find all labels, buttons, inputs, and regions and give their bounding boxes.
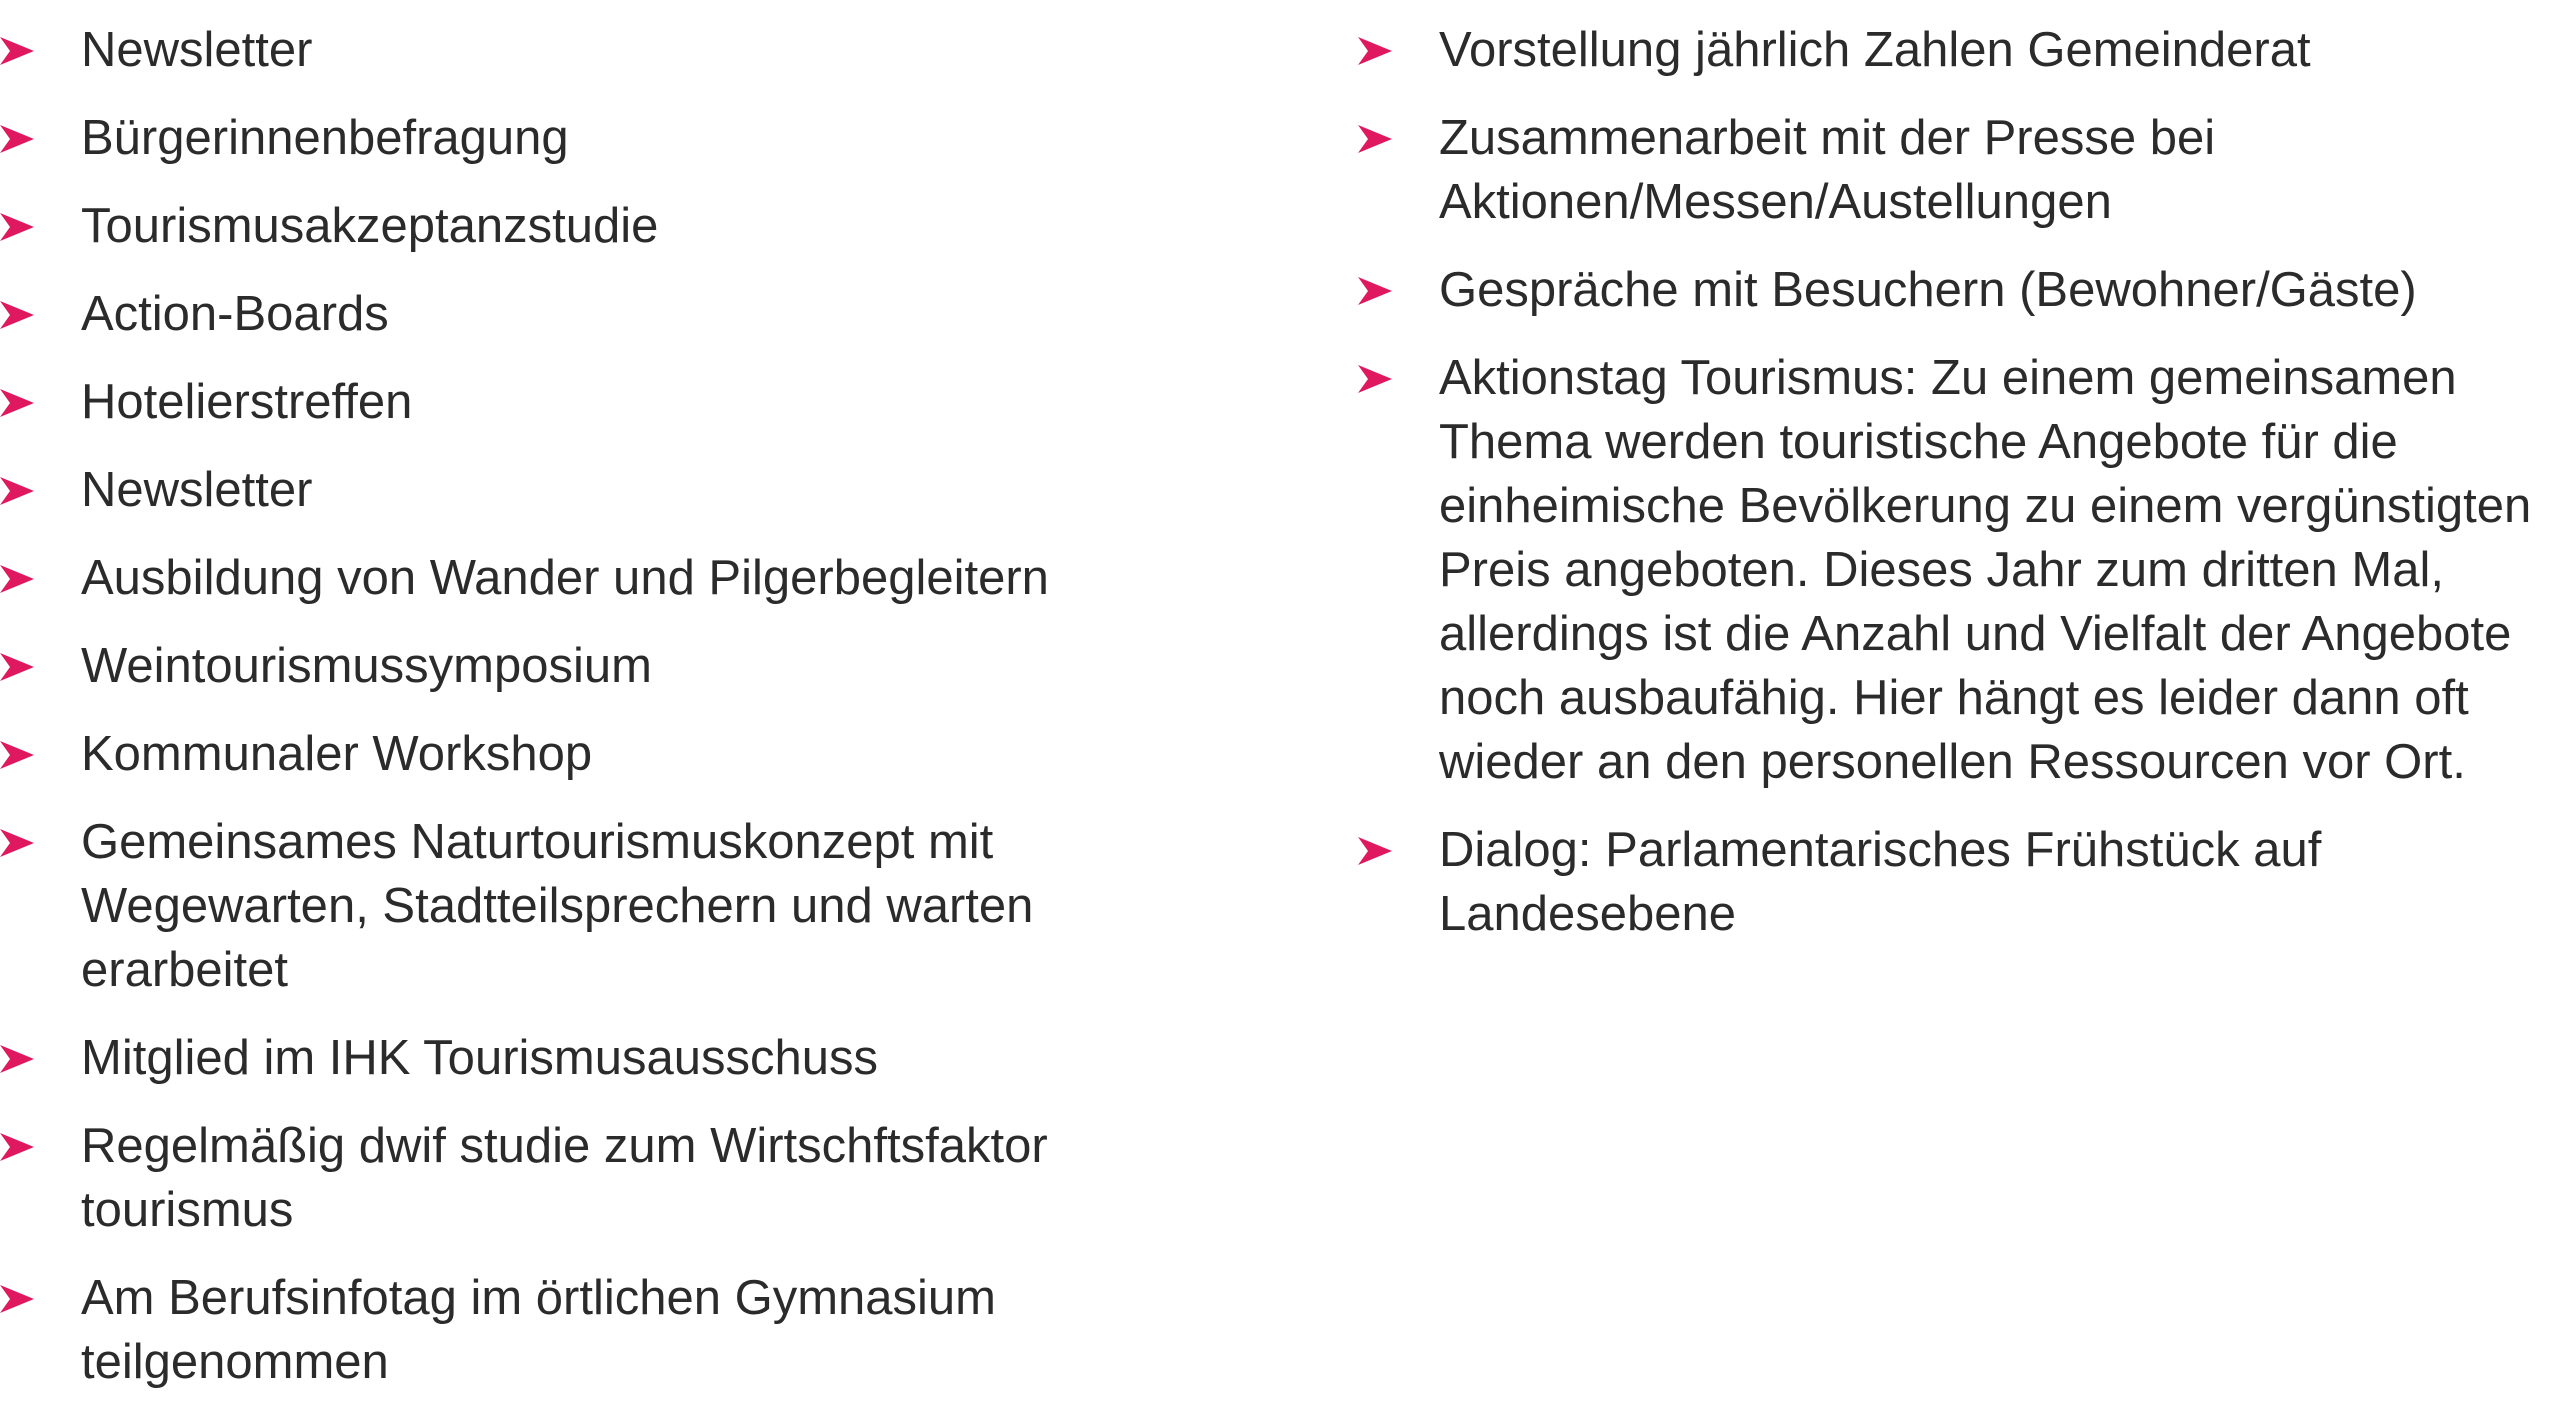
list-item	[0, 1026, 1060, 1090]
list-item	[1358, 818, 2548, 946]
chevron-right-icon	[1358, 834, 1392, 868]
list-item	[0, 458, 1060, 522]
list-item	[0, 370, 1060, 434]
list-item	[0, 810, 1060, 1002]
chevron-right-icon	[0, 34, 34, 68]
chevron-right-icon	[0, 122, 34, 156]
list-item	[1358, 106, 2548, 234]
list-item-text: Ausbildung von Wander und Pilgerbegleitern	[81, 551, 1049, 605]
chevron-right-icon	[1358, 362, 1392, 396]
list-item	[0, 634, 1060, 698]
left-bullet-list	[0, 18, 1060, 1418]
list-item-text: Newsletter	[81, 463, 313, 517]
list-item-text: Gemeinsames Naturtourismuskonzept mit Wegewarten, Stadtteilsprechern und warten erarbeitet	[81, 815, 1034, 997]
right-bullet-list	[1358, 18, 2548, 970]
chevron-right-icon	[1358, 122, 1392, 156]
list-item-text: Aktionstag Tourismus: Zu einem gemeinsamen Thema werden touristische Angebote für die einheimische Bevölkerung zu einem vergünstigten Preis angeboten. Dieses Jahr zum dritten Mal, allerdings ist die Anzahl und Vielfalt der Angebote noch ausbaufähig. Hier hängt es leider dann oft wieder an den personellen Ressourcen vor Ort.	[1439, 351, 2532, 789]
list-item-text: Kommunaler Workshop	[81, 727, 593, 781]
list-item	[0, 722, 1060, 786]
list-item	[1358, 258, 2548, 322]
list-item	[0, 282, 1060, 346]
list-item	[0, 1114, 1060, 1242]
chevron-right-icon	[0, 474, 34, 508]
list-item-text: Mitglied im IHK Tourismusausschuss	[81, 1031, 878, 1085]
list-item-text: Regelmäßig dwif studie zum Wirtschftsfaktor tourismus	[81, 1119, 1048, 1237]
list-item	[1358, 18, 2548, 82]
list-item-text: Newsletter	[81, 23, 313, 77]
list-item-text: Vorstellung jährlich Zahlen Gemeinderat	[1439, 23, 2311, 77]
list-item-text: Hotelierstreffen	[81, 375, 413, 429]
list-item-text: Action-Boards	[81, 287, 389, 341]
list-item-text: Zusammenarbeit mit der Presse bei Aktionen/Messen/Austellungen	[1439, 111, 2216, 229]
chevron-right-icon	[1358, 274, 1392, 308]
list-item	[1358, 346, 2548, 794]
chevron-right-icon	[0, 386, 34, 420]
list-item	[0, 18, 1060, 82]
list-item-text: Am Berufsinfotag im örtlichen Gymnasium teilgenommen	[81, 1271, 996, 1389]
list-item-text: Tourismusakzeptanzstudie	[81, 199, 659, 253]
list-item	[0, 546, 1060, 610]
chevron-right-icon	[0, 1282, 34, 1316]
list-item	[0, 106, 1060, 170]
chevron-right-icon	[1358, 34, 1392, 68]
chevron-right-icon	[0, 650, 34, 684]
list-item	[0, 194, 1060, 258]
chevron-right-icon	[0, 562, 34, 596]
list-item	[0, 1266, 1060, 1394]
list-item-text: Dialog: Parlamentarisches Frühstück auf Landesebene	[1439, 823, 2322, 941]
list-item-text: Bürgerinnenbefragung	[81, 111, 569, 165]
list-item-text: Weintourismussymposium	[81, 639, 652, 693]
chevron-right-icon	[0, 1130, 34, 1164]
chevron-right-icon	[0, 826, 34, 860]
chevron-right-icon	[0, 1042, 34, 1076]
chevron-right-icon	[0, 210, 34, 244]
chevron-right-icon	[0, 738, 34, 772]
list-item-text: Gespräche mit Besuchern (Bewohner/Gäste)	[1439, 263, 2417, 317]
chevron-right-icon	[0, 298, 34, 332]
